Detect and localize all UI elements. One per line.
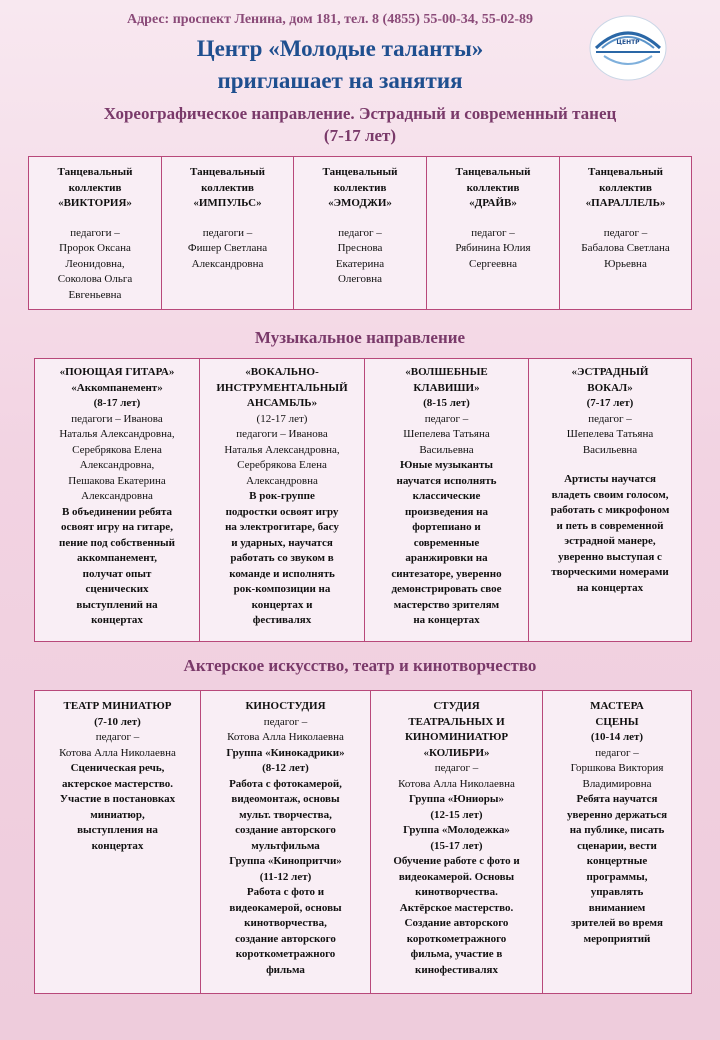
music-teachers: педагоги – Иванова Наталья Александровна, Серебрякова Елена Александровна	[224, 428, 340, 487]
acting-teachers: педагог – Котова Алла Николаевна	[398, 762, 515, 790]
music-teachers: педагоги – Иванова Наталья Александровна, Серебрякова Елена Александровна, Пешакова Екатерина Александровна	[59, 412, 175, 502]
acting-group-name: МАСТЕРА СЦЕНЫ (10-14 лет)	[590, 700, 644, 743]
dance-teachers: педагог – Бабалова Светлана Юрьевна	[581, 226, 670, 270]
music-section-title: Музыкальное направление	[254, 328, 466, 347]
acting-cell	[35, 691, 201, 993]
title-line-1: Центр «Молодые таланты»	[196, 36, 484, 61]
music-teachers: педагог – Шепелева Татьяна Васильевна	[566, 412, 654, 456]
music-cell	[35, 359, 200, 641]
acting-description: Сценическая речь, актерское мастерство. Участие в постановках миниатюр, выступления на концертах	[59, 762, 176, 852]
acting-teachers: педагог – Котова Алла Николаевна	[59, 731, 176, 759]
dance-teachers: педагог – Преснова Екатерина Олеговна	[335, 226, 385, 285]
acting-section-title: Актерское искусство, театр и кинотворчество	[183, 656, 537, 675]
dance-group-name: Танцевальный коллектив «ДРАЙВ»	[455, 166, 531, 209]
dance-teachers: педагоги – Фишер Светлана Александровна	[187, 226, 268, 270]
dance-teachers: педагоги – Пророк Оксана Леонидовна, Соколова Ольга Евгеньевна	[57, 226, 133, 301]
logo-text-center: ЦЕНТР	[616, 39, 640, 46]
dance-group-name: Танцевальный коллектив «ВИКТОРИЯ»	[57, 166, 133, 209]
music-age: (12-17 лет)	[256, 412, 308, 425]
acting-teachers: педагог – Горшкова Виктория Владимировна	[570, 746, 664, 790]
dance-teachers: педагог – Рябинина Юлия Сергеевна	[455, 226, 531, 270]
acting-cell	[543, 691, 691, 993]
dance-cell	[560, 157, 691, 309]
music-description: В объединении ребята освоят игру на гитаре, пение под собственный аккомпанемент, получат опыт сценических выступлений на концертах	[59, 505, 175, 626]
music-table	[34, 358, 692, 642]
music-group-name: «ЭСТРАДНЫЙ ВОКАЛ» (7-17 лет)	[571, 366, 649, 409]
music-group-name: «ПОЮЩАЯ ГИТАРА» «Аккомпанемент» (8-17 лет)	[59, 366, 175, 409]
acting-description: Работа с фотокамерой, видеомонтаж, основы мульт. творчества, создание авторского мультфильма	[229, 777, 342, 852]
address-line: Адрес: проспект Ленина, дом 181, тел. 8 (4855) 55-00-34, 55-02-89	[126, 12, 534, 27]
music-cell	[365, 359, 529, 641]
acting-group-name: КИНОСТУДИЯ	[245, 700, 326, 712]
dance-group-name: Танцевальный коллектив «ЭМОДЖИ»	[322, 166, 398, 209]
acting-table	[34, 690, 692, 994]
acting-subgroup: Группа «Юниоры» (12-15 лет)	[409, 793, 504, 821]
acting-subgroup: Группа «Молодежка» (15-17 лет)	[403, 824, 510, 852]
music-group-name: «ВОКАЛЬНО- ИНСТРУМЕНТАЛЬНЫЙ АНСАМБЛЬ»	[216, 366, 348, 409]
dance-table	[28, 156, 692, 310]
dance-cell	[162, 157, 294, 309]
music-teachers: педагог – Шепелева Татьяна Васильевна	[403, 412, 490, 456]
music-cell	[529, 359, 691, 641]
acting-description: Ребята научатся уверенно держаться на публике, писать сценарии, вести концертные программы, управлять вниманием зрителей во время мероприятий	[566, 793, 668, 945]
music-description: В рок-группе подростки освоят игру на электрогитаре, басу и ударных, научатся работать со звуком в команде и исполнять рок-композиции на концертах и фестивалях	[225, 490, 339, 626]
dance-cell	[294, 157, 427, 309]
dance-cell	[427, 157, 560, 309]
acting-group-name: ТЕАТР МИНИАТЮР (7-10 лет)	[63, 700, 172, 728]
acting-description: Работа с фото и видеокамерой, основы кинотворчества, создание авторского короткометражного фильма	[229, 886, 342, 976]
acting-cell	[371, 691, 543, 993]
acting-teachers: педагог – Котова Алла Николаевна	[227, 715, 344, 743]
dance-section-title: Хореографическое направление. Эстрадный и современный танец	[103, 104, 617, 123]
title-line-2: приглашает на занятия	[217, 68, 463, 93]
dance-group-name: Танцевальный коллектив «ПАРАЛЛЕЛЬ»	[585, 166, 666, 209]
acting-cell	[201, 691, 371, 993]
music-description: Артисты научатся владеть своим голосом, работать с микрофоном и петь в современной эстрадной манере, уверенно выступая с творческими номерами на концертах	[550, 473, 670, 594]
acting-group-name: СТУДИЯ ТЕАТРАЛЬНЫХ И КИНОМИНИАТЮР «КОЛИБРИ»	[404, 700, 509, 759]
acting-subgroup: Группа «Кинокадрики» (8-12 лет)	[226, 746, 345, 774]
music-cell	[200, 359, 365, 641]
acting-description: Обучение работе с фото и видеокамерой. Основы кинотворчества. Актёрское мастерство. Создание авторского короткометражного фильма, участие в кинофестивалях	[393, 855, 520, 976]
music-description: Юные музыканты научатся исполнять классические произведения на фортепиано и современные аранжировки на синтезаторе, уверенно демонстрировать свое мастерство зрителям на концертах	[391, 459, 502, 626]
acting-subgroup: Группа «Кинопритчи» (11-12 лет)	[229, 855, 342, 883]
music-group-name: «ВОЛШЕБНЫЕ КЛАВИШИ» (8-15 лет)	[405, 366, 488, 409]
dance-section-age: (7-17 лет)	[323, 126, 397, 145]
dance-cell	[29, 157, 162, 309]
dance-group-name: Танцевальный коллектив «ИМПУЛЬС»	[190, 166, 265, 209]
